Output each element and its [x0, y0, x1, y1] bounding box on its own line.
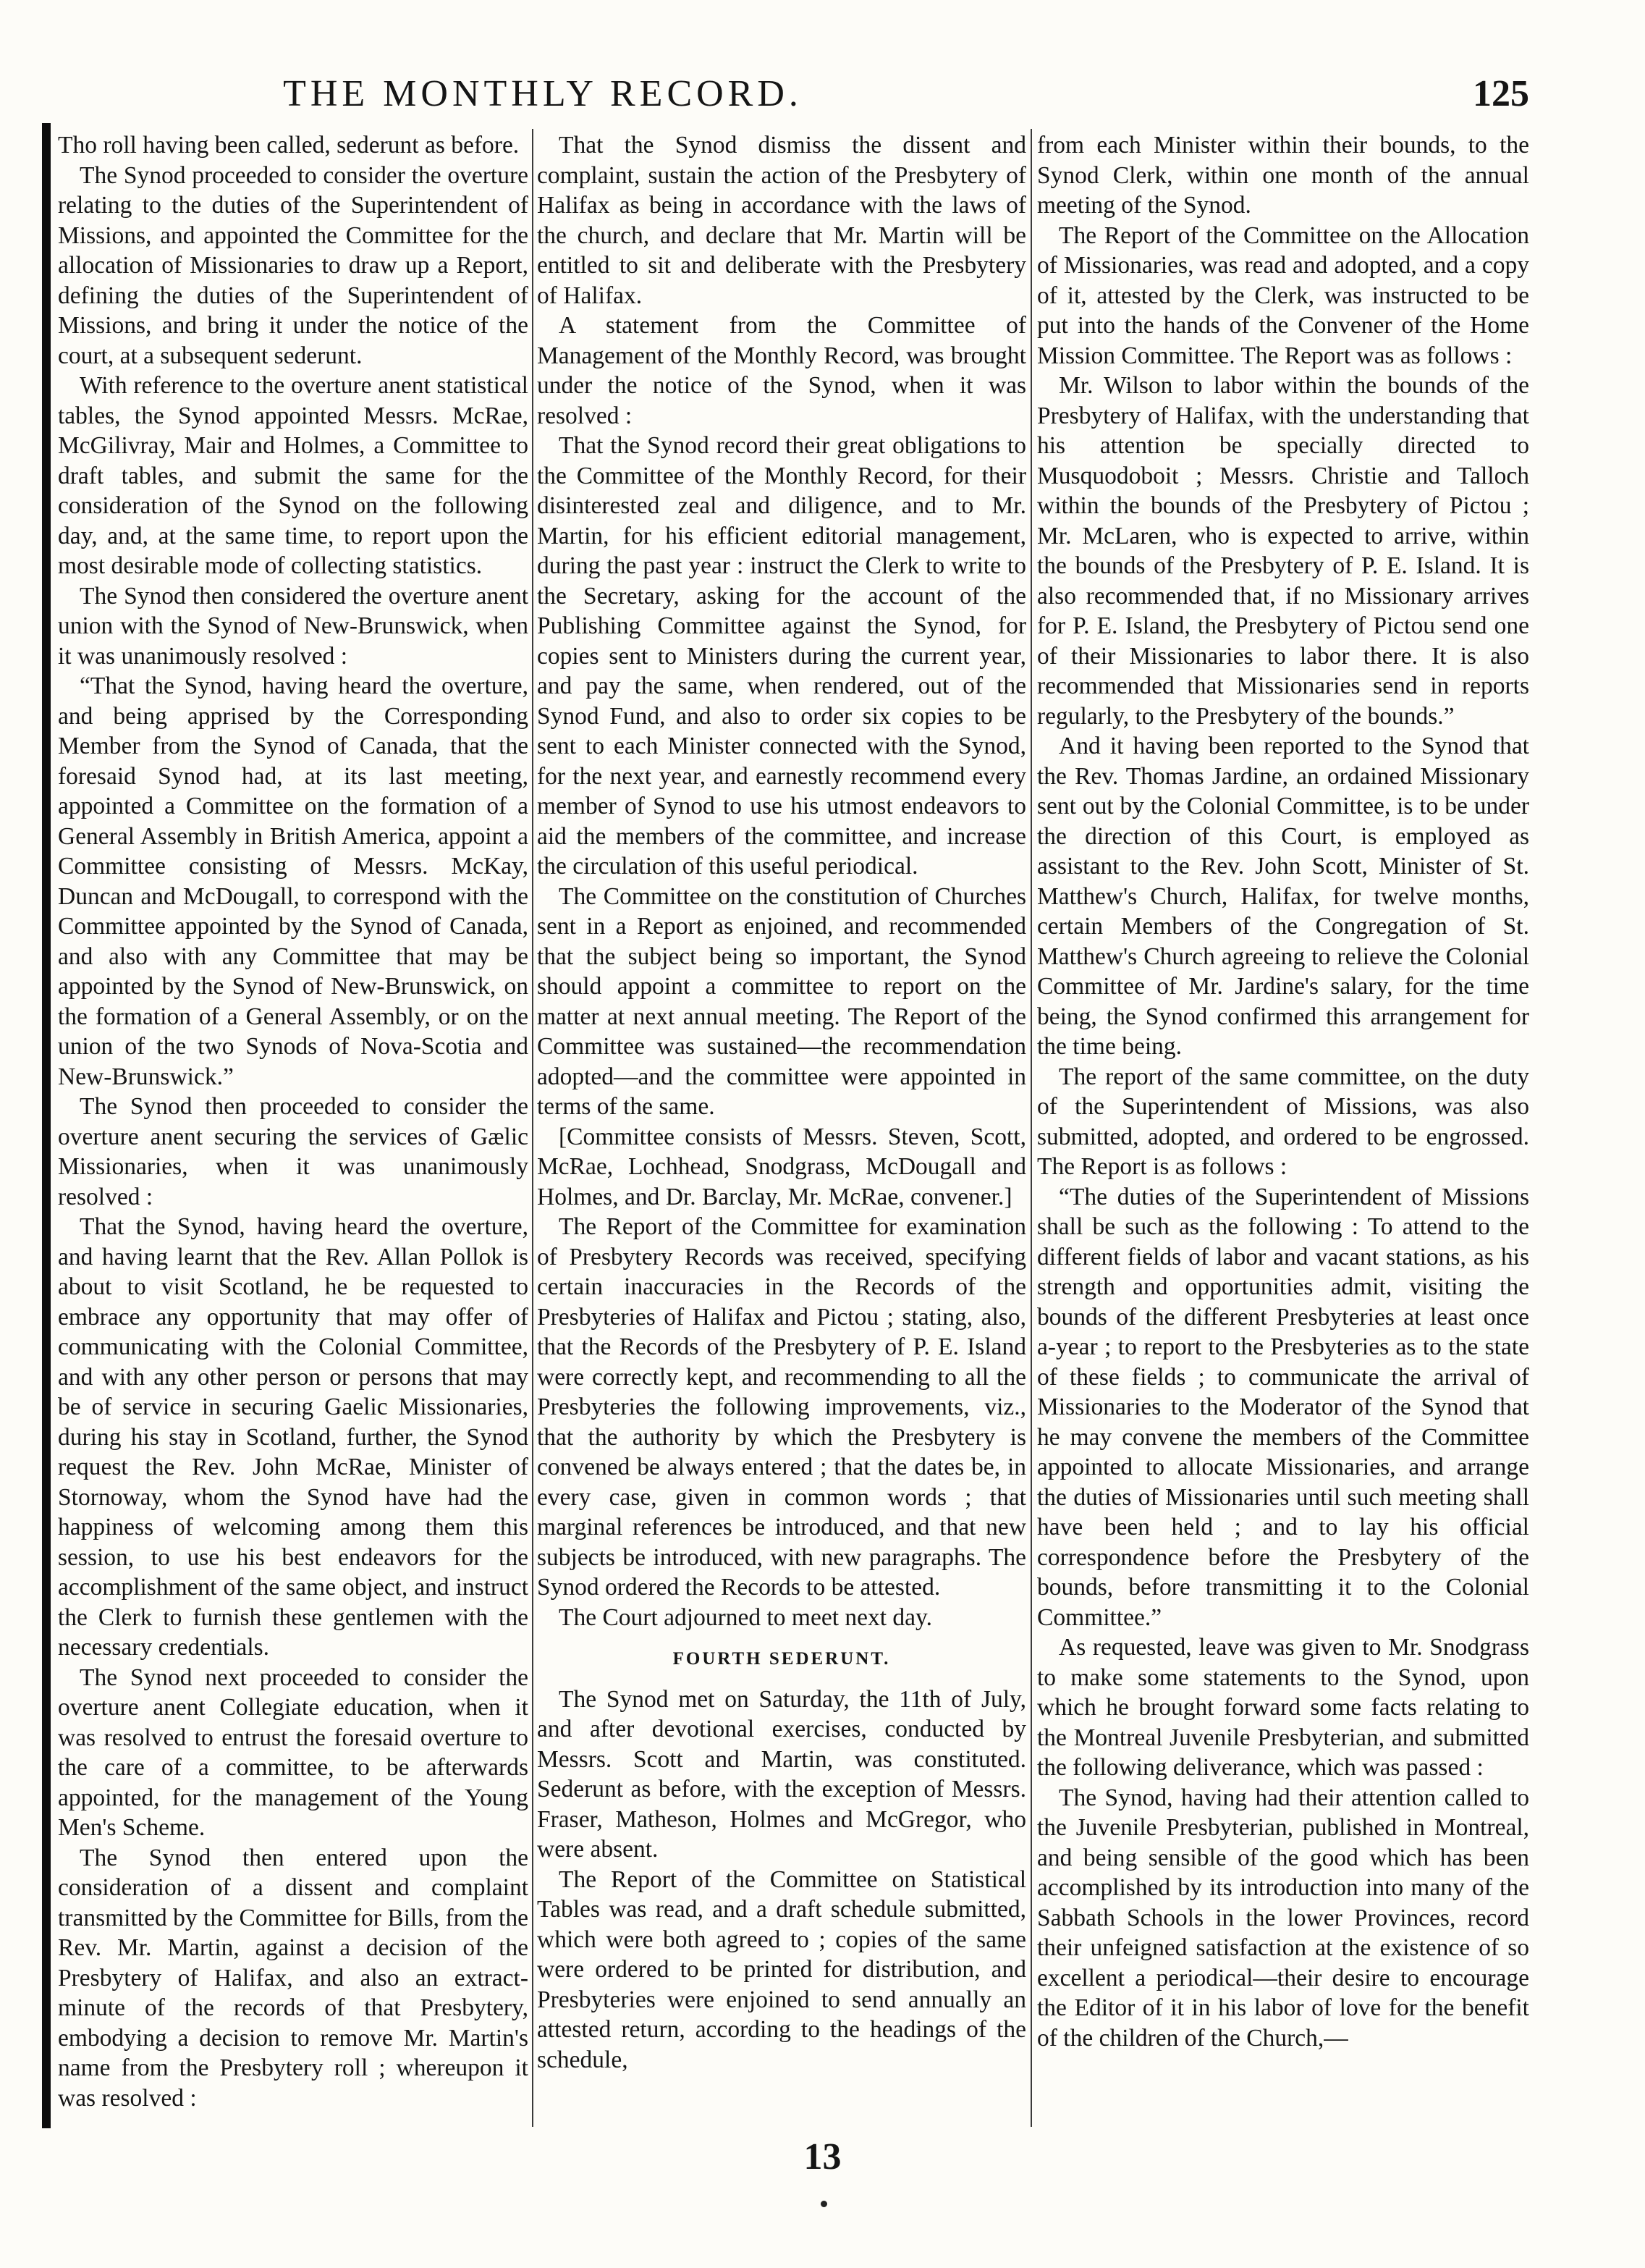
- text-column-3: [1037, 130, 1529, 2128]
- running-title: THE MONTHLY RECORD.: [283, 73, 803, 114]
- paragraph: The Synod then considered the overture anent union with the Synod of New-Brunswick, when it was unanimously resolved :: [58, 582, 528, 670]
- paragraph: The Synod next proceeded to consider the overture anent Collegiate education, when it was resolved to entrust the foresaid overture to the care of a committee, to be afterwards appointed, for the management of the Young Men's Scheme.: [58, 1664, 528, 1841]
- paragraph: The Synod met on Saturday, the 11th of July, and after devotional exercises, conducted by Messrs. Scott and Martin, was constituted. Sederunt as before, with the exception of Messrs. Fraser, Matheson, Holmes and McGregor, who were absent.: [537, 1685, 1026, 1863]
- paragraph: The Synod proceeded to consider the overture relating to the duties of the Superintendent of Missions, and appointed the Committee for the allocation of Missionaries to draw up a Report, defining the duties of the Superintendent of Missions, and bring it under the notice of the court, at a subsequent sederunt.: [58, 161, 528, 369]
- paragraph: The Synod then proceeded to consider the overture anent securing the services of Gælic Missionaries, when it was unanimously resolved :: [58, 1093, 528, 1210]
- paragraph: Mr. Wilson to labor within the bounds of the Presbytery of Halifax, with the understanding that his attention be specially directed to Musquodoboit ; Messrs. Christie and Talloch within the bounds of the Presbytery of Pictou ; Mr. McLaren, who is expected to arrive, within the bounds of the Presbytery of P. E. Island. It is also recommended that, if no Missionary arrives for P. E. Island, the Presbytery of Pictou send one of their Missionaries to labor there. It is also recommended that Missionaries send in reports regularly, to the Presbytery of the bounds.”: [1037, 372, 1529, 730]
- paragraph: The Report of the Committee for examination of Presbytery Records was received, specifying certain inaccuracies in the Records of the Presbyteries of Halifax and Pictou ; stating, also, that the Records of the Presbytery of P. E. Island were correctly kept, and recommending to all the Presbyteries the following improvements, viz., that the authority by which the Presbytery is convened be always entered ; that the dates be, in every case, given in common words ; that marginal references be introduced, and that new subjects be introduced, with new paragraphs. The Synod ordered the Records to be attested.: [537, 1213, 1026, 1601]
- paragraph: That the Synod dismiss the dissent and complaint, sustain the action of the Presbytery of Halifax as being in accordance with the laws of the church, and declare that Mr. Martin will be entitled to sit and deliberate with the Presbytery of Halifax.: [537, 132, 1026, 309]
- paragraph: The Court adjourned to meet next day.: [559, 1603, 932, 1631]
- paragraph: That the Synod, having heard the overture, and having learnt that the Rev. Allan Pollok is about to visit Scotland, he be requested to embrace any opportunity that may offer of communicating with the Colonial Committee, and with any other person or persons that may be of service in securing Gaelic Missionaries, during his stay in Scotland, further, the Synod request the Rev. John McRae, Minister of Stornoway, whom the Synod have had the happiness of welcoming among them this session, to use his best endeavors for the accomplishment of the same object, and instruct the Clerk to furnish these gentlemen with the necessary credentials.: [58, 1213, 528, 1661]
- paragraph: from each Minister within their bounds, to the Synod Clerk, within one month of the annual meeting of the Synod.: [1037, 132, 1529, 219]
- paragraph: The Report of the Committee on Statistical Tables was read, and a draft schedule submitted, which were both agreed to ; copies of the same were ordered to be printed for distribution, and Presbyteries were enjoined to send annually an attested return, according to the headings of the schedule,: [537, 1866, 1026, 2073]
- paragraph: The Report of the Committee on the Allocation of Missionaries, was read and adopted, and a copy of it, attested by the Clerk, was instructed to be put into the hands of the Convener of the Home Mission Committee. The Report was as follows :: [1037, 222, 1529, 369]
- paragraph: Tho roll having been called, sederunt as before.: [58, 132, 520, 159]
- page-number: 125: [1473, 73, 1529, 114]
- paragraph: And it having been reported to the Synod that the Rev. Thomas Jardine, an ordained Missionary sent out by the Colonial Committee, is to be under the direction of this Court, is employed as assistant to the Rev. John Scott, Minister of St. Matthew's Church, Halifax, for twelve months, certain Members of the Congregation of St. Matthew's Church agreeing to relieve the Colonial Committee of Mr. Jardine's salary, for the time being, the Synod confirmed this arrangement for the time being.: [1037, 733, 1529, 1060]
- paragraph: “The duties of the Superintendent of Missions shall be such as the following : To attend to the different fields of labor and vacant stations, as his strength and opportunities admit, visiting the bounds of the different Presbyteries at least once a-year ; to report to the Presbyteries as to the state of these fields ; to communicate the arrival of Missionaries to the Moderator of the Synod that he may convene the members of the Committee appointed to allocate Missionaries, and arrange the duties of Missionaries until such meeting shall have been held ; and to lay his official correspondence before the Presbytery of the bounds, before transmitting it to the Colonial Committee.”: [1037, 1183, 1529, 1631]
- binding-edge: [0, 123, 42, 2121]
- footer-dot: [821, 2201, 827, 2207]
- paragraph: [Committee consists of Messrs. Steven, Scott, McRae, Lochhead, Snodgrass, McDougall and Holmes, and Dr. Barclay, Mr. McRae, convener.]: [537, 1123, 1026, 1210]
- signature-mark: 13: [803, 2136, 842, 2178]
- paragraph: The Synod, having had their attention called to the Juvenile Presbyterian, published in Montreal, and being sensible of the good which has been accomplished by its introduction into many of the Sabbath Schools in the lower Provinces, record their unfeigned satisfaction at the existence of so excellent a periodical—their desire to encourage the Editor of it in his labor of love for the benefit of the children of the Church,—: [1037, 1784, 1529, 2052]
- column-divider: [532, 129, 533, 2127]
- paragraph: A statement from the Committee of Management of the Monthly Record, was brought under the notice of the Synod, when it was resolved :: [537, 312, 1026, 429]
- text-column-2: [537, 130, 1026, 2128]
- column-divider: [1031, 129, 1032, 2127]
- paragraph: The Committee on the constitution of Churches sent in a Report as enjoined, and recommended that the subject being so important, the Synod should appoint a committee to report on the matter at next annual meeting. The Report of the Committee was sustained—the recommendation adopted—and the committee were appointed in terms of the same.: [537, 882, 1026, 1120]
- paragraph: With reference to the overture anent statistical tables, the Synod appointed Messrs. McRae, McGilivray, Mair and Holmes, a Committee to draft tables, and submit the same for the consideration of the Synod on the following day, and, at the same time, to report upon the most desirable mode of collecting statistics.: [58, 372, 528, 579]
- paragraph: The report of the same committee, on the duty of the Superintendent of Missions, was also submitted, adopted, and ordered to be engrossed. The Report is as follows :: [1037, 1063, 1529, 1180]
- paragraph: “That the Synod, having heard the overture, and being apprised by the Corresponding Member from the Synod of Canada, that the foresaid Synod had, at its last meeting, appointed a Committee on the formation of a General Assembly in British America, appoint a Committee consisting of Messrs. McKay, Duncan and McDougall, to correspond with the Committee appointed by the Synod of Canada, and also with any Committee that may be appointed by the Synod of New-Brunswick, on the formation of a General Assembly, or on the union of the two Synods of Nova-Scotia and New-Brunswick.”: [58, 673, 528, 1090]
- text-column-1: [58, 130, 528, 2128]
- paragraph: That the Synod record their great obligations to the Committee of the Monthly Record, for their disinterested zeal and diligence, and to Mr. Martin, for his efficient editorial management, during the past year : instruct the Clerk to write to the Secretary, asking for the account of the Publishing Committee against the Synod, for copies sent to Ministers during the current year, and pay the same, when rendered, out of the Synod Fund, and also to order six copies to be sent to each Minister connected with the Synod, for the next year, and earnestly recommend every member of Synod to use his utmost endeavors to aid the members of the committee, and increase the circulation of this useful periodical.: [537, 432, 1026, 880]
- paragraph: The Synod then entered upon the consideration of a dissent and complaint transmitted by the Committee for Bills, from the Rev. Mr. Martin, against a decision of the Presbytery of Halifax, and also an extract-minute of the records of that Presbytery, embodying a decision to remove Mr. Martin's name from the Presbytery roll ; whereupon it was resolved :: [58, 1844, 528, 2112]
- section-heading: FOURTH SEDERUNT.: [672, 1649, 891, 1669]
- page-header: [0, 72, 1645, 123]
- paragraph: As requested, leave was given to Mr. Snodgrass to make some statements to the Synod, upon which he brought forward some facts relating to the Montreal Juvenile Presbyterian, and submitted the following deliverance, which was passed :: [1037, 1634, 1529, 1781]
- binding-shadow: [42, 123, 51, 2128]
